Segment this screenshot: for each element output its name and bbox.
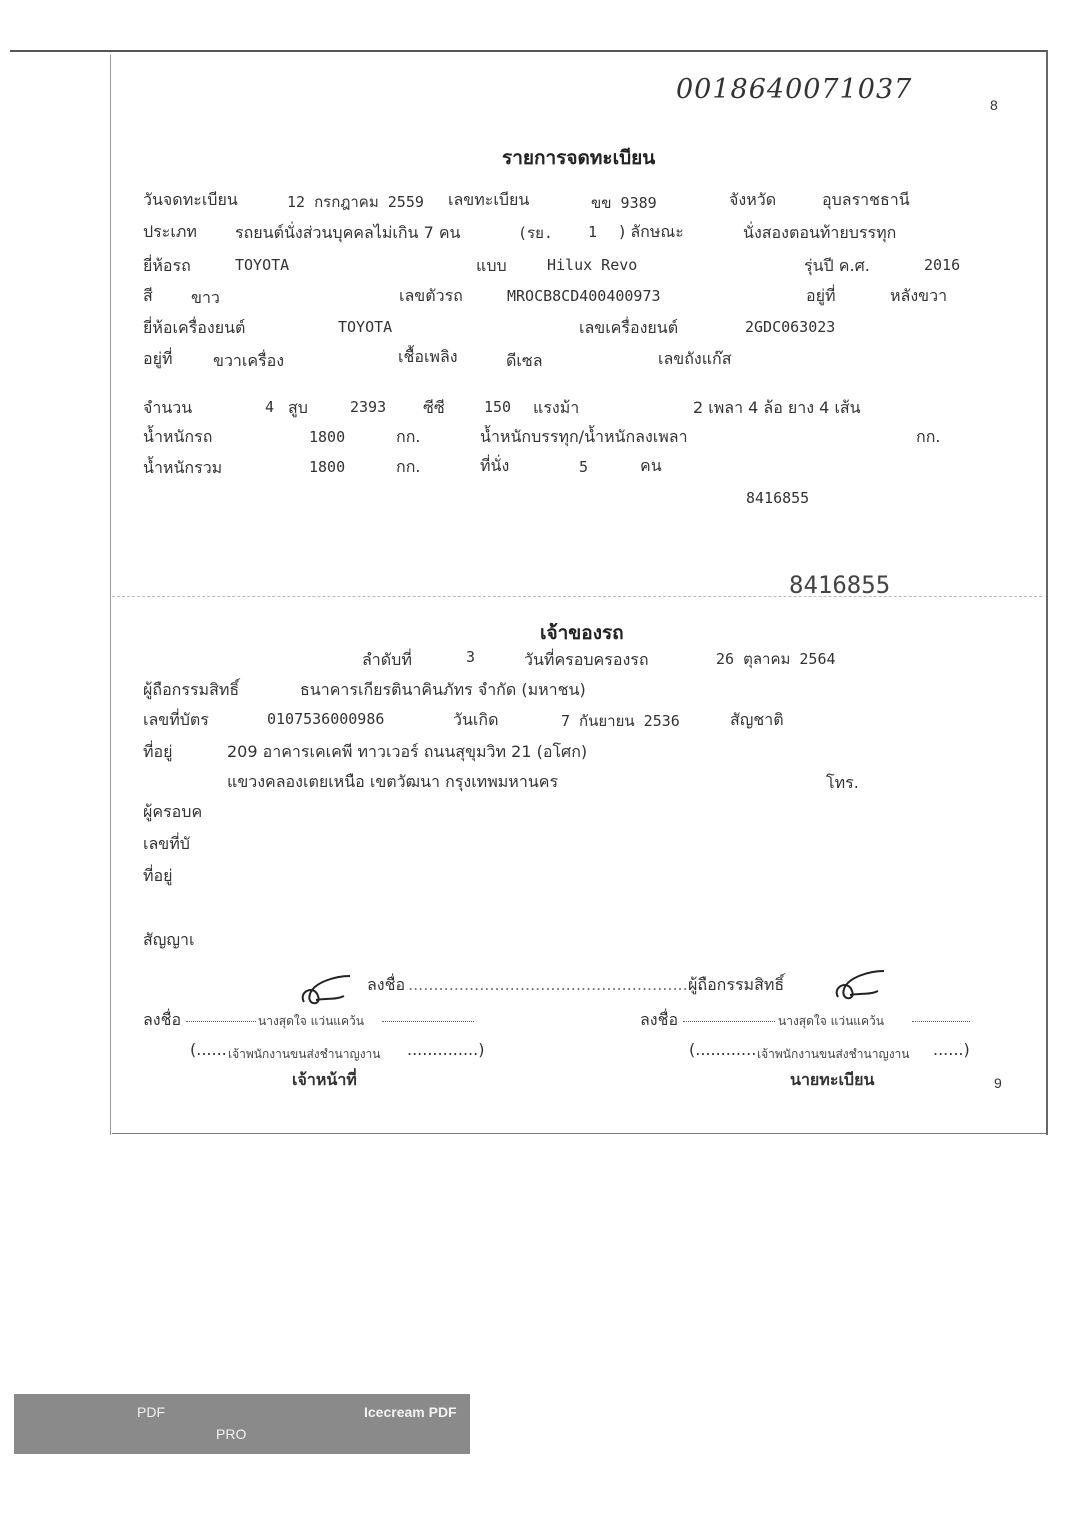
axles-tires: 2 เพลา 4 ล้อ ยาง 4 เส้น (693, 398, 861, 417)
gross-weight-unit: กก. (396, 457, 421, 476)
gross-weight-value: 1800 (309, 458, 346, 476)
watermark-pro: PRO (216, 1426, 247, 1442)
gross-weight-label: น้ำหนักรวม (143, 458, 223, 477)
possession-date-value: 26 ตุลาคม 2564 (716, 650, 836, 668)
type-value: รถยนต์นั่งส่วนบุคคลไม่เกิน 7 คน (235, 223, 461, 242)
seat-label: ที่นั่ง (480, 456, 510, 475)
vin-label: เลขตัวรถ (399, 286, 463, 305)
watermark-brand: Icecream PDF (364, 1404, 457, 1420)
color-label: สี (143, 286, 153, 305)
possessor-label: ผู้ครอบค (143, 802, 203, 821)
horsepower-value: 150 (484, 398, 512, 416)
color-value: ขาว (191, 288, 220, 307)
officer-title: เจ้าพนักงานขนส่งชำนาญงาน (228, 1047, 381, 1061)
registrar-sign-label: ลงชื่อ (640, 1010, 679, 1029)
plate-value: ขข 9389 (591, 194, 657, 212)
officer-sign-dots-right (382, 1011, 474, 1022)
birth-date-value: 7 กันยายน 2536 (561, 712, 680, 730)
holder-sign-dots: ........................................................... (408, 975, 709, 994)
page-number-top: 8 (990, 97, 998, 113)
owner-title: เจ้าของรถ (540, 622, 624, 644)
registration-title: รายการจดทะเบียน (502, 147, 656, 169)
vin-value: MROCB8CD400400973 (507, 287, 661, 305)
officer-paren-left: (...... (190, 1040, 227, 1059)
registrar-title: เจ้าพนักงานขนส่งชำนาญงาน (757, 1047, 910, 1061)
address-label: ที่อยู่ (143, 742, 173, 761)
fuel-label: เชื้อเพลิง (398, 347, 458, 366)
officer-name: นางสุดใจ แว่นแคว้น (258, 1014, 365, 1028)
id-card-label: เลขที่บัตร (143, 710, 209, 729)
reg-date-label: วันจดทะเบียน (143, 190, 238, 209)
model-year-value: 2016 (924, 256, 961, 274)
characteristic-value: นั่งสองตอนท้ายบรรทุก (743, 223, 897, 242)
registrar-role: นายทะเบียน (790, 1070, 875, 1089)
watermark-banner (14, 1394, 470, 1454)
gas-tank-label: เลขถังแก๊ส (658, 349, 732, 368)
vin-location-value: หลังขวา (890, 286, 948, 305)
holder-sign-caption: ผู้ถือกรรมสิทธิ์ (688, 975, 785, 994)
horsepower-label: แรงม้า (533, 398, 580, 417)
registrar-sign-dots-right (912, 1011, 970, 1022)
engine-number-label: เลขเครื่องยนต์ (579, 318, 679, 337)
model-value: Hilux Revo (547, 256, 638, 274)
sequence-label: ลำดับที่ (362, 650, 412, 669)
possessor-id-label: เลขที่บั (143, 834, 190, 853)
model-year-label: รุ่นปี ค.ศ. (804, 256, 870, 275)
contract-label: สัญญาเ (143, 930, 195, 949)
characteristic-label: ) ลักษณะ (619, 222, 684, 241)
vehicle-weight-value: 1800 (309, 428, 346, 446)
cc-label: ซีซี (423, 398, 445, 417)
frame-bottom-edge (112, 1133, 1047, 1134)
registrar-sign-dots-left (683, 1011, 775, 1022)
officer-sign-dots-left (186, 1011, 256, 1022)
frame-right-edge (1046, 50, 1048, 1135)
officer-role: เจ้าหน้าที่ (292, 1070, 357, 1089)
type-code-value: 1 (588, 223, 598, 241)
type-code-prefix: (รย. (518, 224, 553, 242)
officer-paren-right: ..............) (407, 1040, 485, 1059)
frame-left-edge (110, 55, 111, 1135)
province-value: อุบลราชธานี (822, 190, 910, 209)
signature-officer-icon (296, 970, 356, 1010)
officer-sign-label: ลงชื่อ (143, 1010, 182, 1029)
page-number-bottom: 9 (994, 1075, 1002, 1091)
stamp-code: 8416855 (746, 489, 810, 507)
vehicle-weight-unit: กก. (396, 427, 421, 446)
engine-location-value: ขวาเครื่อง (213, 351, 285, 370)
engine-brand-value: TOYOTA (338, 318, 393, 336)
possession-date-label: วันที่ครอบครองรถ (524, 650, 649, 669)
province-label: จังหวัด (729, 190, 777, 209)
cc-value: 2393 (350, 398, 387, 416)
reg-date-value: 12 กรกฎาคม 2559 (287, 193, 424, 211)
fuel-value: ดีเซล (506, 351, 543, 370)
sequence-value: 3 (466, 648, 476, 666)
plate-label: เลขทะเบียน (448, 190, 530, 209)
holder-label: ผู้ถือกรรมสิทธิ์ (143, 680, 240, 699)
registrar-paren-left: (............ (689, 1040, 757, 1059)
load-weight-label: น้ำหนักบรรทุก/น้ำหนักลงเพลา (480, 427, 688, 446)
seat-value: 5 (579, 458, 589, 476)
signature-registrar-icon (830, 965, 890, 1005)
vin-location-label: อยู่ที่ (806, 286, 836, 305)
birth-date-label: วันเกิด (453, 710, 499, 729)
registrar-name: นางสุดใจ แว่นแคว้น (778, 1014, 885, 1028)
cylinder-label: สูบ (288, 398, 308, 417)
brand-value: TOYOTA (235, 256, 290, 274)
watermark-pdf: PDF (137, 1404, 165, 1420)
brand-label: ยี่ห้อรถ (143, 256, 191, 275)
type-label: ประเภท (143, 222, 197, 241)
model-label: แบบ (476, 256, 507, 275)
handwritten-number: 0018640071037 (676, 74, 913, 105)
address-line2: แขวงคลองเตยเหนือ เขตวัฒนา กรุงเทพมหานคร (227, 772, 559, 791)
id-card-value: 0107536000986 (267, 710, 385, 728)
address-line1: 209 อาคารเคเคพี ทาวเวอร์ ถนนสุขุมวิท 21 (อโศก) (227, 742, 588, 761)
person-label: คน (640, 456, 662, 475)
telephone-label: โทร. (826, 773, 859, 792)
engine-location-label: อยู่ที่ (143, 349, 173, 368)
registrar-paren-right: ......) (933, 1040, 970, 1059)
stamp-code-large: 8416855 (789, 571, 891, 599)
separator-line (112, 596, 1042, 597)
possessor-address-label: ที่อยู่ (143, 866, 173, 885)
holder-sign-label: ลงชื่อ (367, 975, 406, 994)
load-weight-unit: กก. (916, 427, 941, 446)
page-frame (10, 50, 1048, 1137)
vehicle-weight-label: น้ำหนักรถ (143, 427, 213, 446)
cylinder-value: 4 (265, 398, 275, 416)
nationality-label: สัญชาติ (730, 710, 784, 729)
count-label: จำนวน (143, 398, 193, 417)
engine-brand-label: ยี่ห้อเครื่องยนต์ (143, 318, 246, 337)
holder-value: ธนาคารเกียรตินาคินภัทร จำกัด (มหาชน) (300, 680, 586, 699)
engine-number-value: 2GDC063023 (745, 318, 836, 336)
